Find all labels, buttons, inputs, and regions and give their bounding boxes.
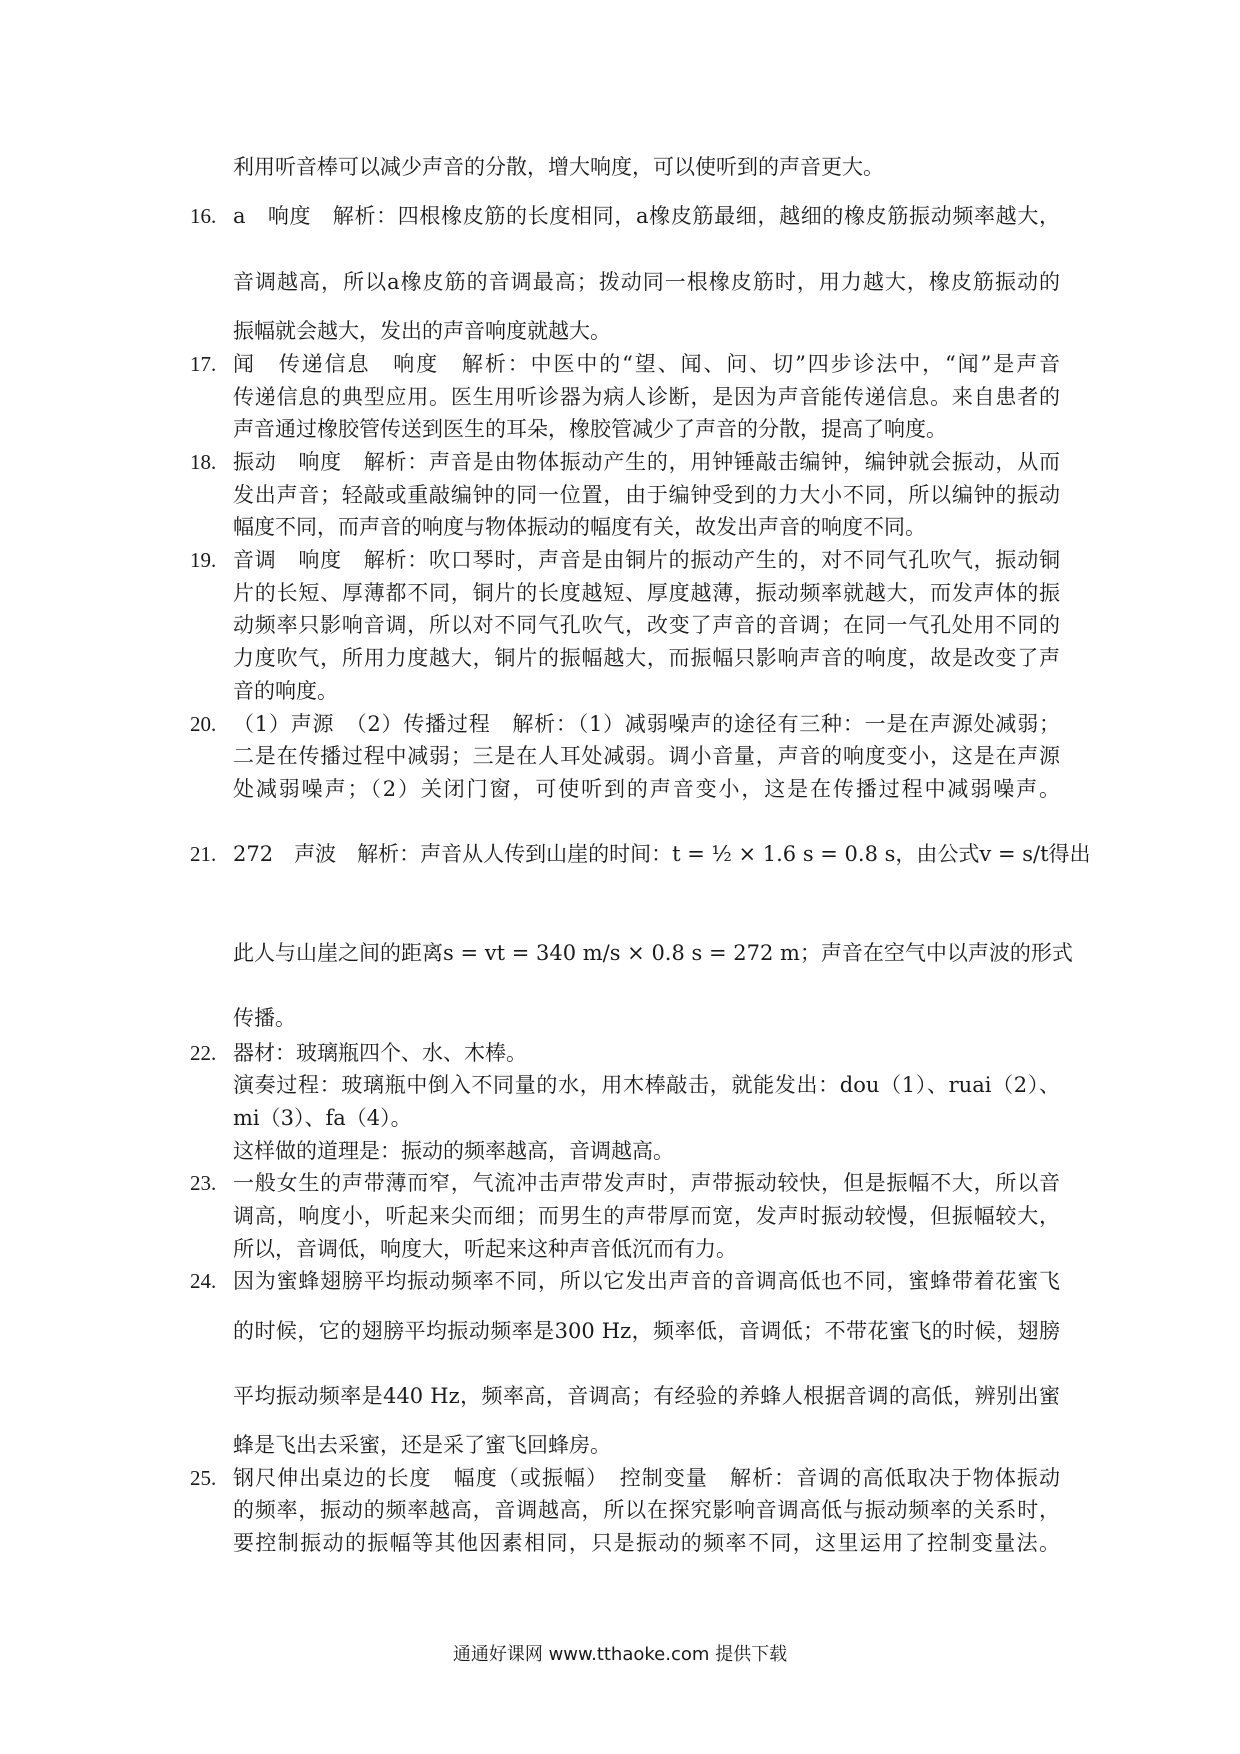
answer-line: 动频率只影响音调，所以对不同气孔吹气，改变了声音的音调；在同一气孔处用不同的 <box>233 613 1060 637</box>
answer-line: 蜂是飞出去采蜜，还是采了蜜飞回蜂房。 <box>233 1433 611 1457</box>
item-number: 20. <box>190 712 217 736</box>
answer-line: 演奏过程：玻璃瓶中倒入不同量的水，用木棒敲击，就能发出：dou（1）、ruai（2）、 <box>233 1073 1060 1097</box>
answer-line: 272 声波 解析：声音从人传到山崖的时间：t = ½ × 1.6 s = 0.8 s，由公式v = s/t得出 <box>233 842 1091 866</box>
answer-line: 的时候，它的翅膀平均振动频率是300 Hz，频率低，音调低；不带花蜜飞的时候，翅膀 <box>233 1319 1060 1343</box>
answer-line: 因为蜜蜂翅膀平均振动频率不同，所以它发出声音的音调高低也不同，蜜蜂带着花蜜飞 <box>233 1269 1060 1293</box>
answer-line: 幅度不同，而声音的响度与物体振动的幅度有关，故发出声音的响度不同。 <box>233 515 926 539</box>
answer-line: 音的响度。 <box>233 679 338 703</box>
answer-line: 振幅就会越大，发出的声音响度就越大。 <box>233 319 611 343</box>
answer-line: 传递信息的典型应用。医生用听诊器为病人诊断，是因为声音能传递信息。来自患者的 <box>233 385 1060 409</box>
answer-line: 的频率，振动的频率越高，音调越高，所以在探究影响音调高低与振动频率的关系时， <box>233 1498 1060 1522</box>
answer-line: 平均振动频率是440 Hz，频率高，音调高；有经验的养蜂人根据音调的高低，辨别出蜜 <box>233 1384 1060 1408</box>
answer-line: 调高，响度小，听起来尖而细；而男生的声带厚而宽，发声时振动较慢，但振幅较大， <box>233 1204 1060 1228</box>
answer-line: 处减弱噪声；（2）关闭门窗，可使听到的声音变小，这是在传播过程中减弱噪声。 <box>233 777 1060 801</box>
answer-line: 器材：玻璃瓶四个、水、木棒。 <box>233 1041 527 1065</box>
answer-line: a 响度 解析：四根橡皮筋的长度相同，a橡皮筋最细，越细的橡皮筋振动频率越大， <box>233 204 1060 228</box>
answer-line: （1）声源 （2）传播过程 解析：（1）减弱噪声的途径有三种：一是在声源处减弱； <box>233 712 1060 736</box>
answer-line: 此人与山崖之间的距离s = vt = 340 m/s × 0.8 s = 272 m；声音在空气中以声波的形式 <box>233 941 1073 965</box>
answer-line: 钢尺伸出桌边的长度 幅度（或振幅） 控制变量 解析：音调的高低取决于物体振动 <box>233 1466 1060 1490</box>
answer-line: 二是在传播过程中减弱；三是在人耳处减弱。调小音量，声音的响度变小，这是在声源 <box>233 744 1060 768</box>
item-number: 22. <box>190 1041 217 1065</box>
item-number: 18. <box>190 450 217 474</box>
answer-line: 音调 响度 解析：吹口琴时，声音是由铜片的振动产生的，对不同气孔吹气，振动铜 <box>233 548 1060 572</box>
answer-line: 力度吹气，所用力度越大，铜片的振幅越大，而振幅只影响声音的响度，故是改变了声 <box>233 646 1060 670</box>
answer-line: 传播。 <box>233 1006 296 1030</box>
answer-line: 发出声音；轻敲或重敲编钟的同一位置，由于编钟受到的力大小不同，所以编钟的振动 <box>233 483 1060 507</box>
answer-line: 闻 传递信息 响度 解析：中医中的“望、闻、问、切”四步诊法中，“闻”是声音 <box>233 352 1060 376</box>
item-number: 19. <box>190 548 217 572</box>
answer-line: 这样做的道理是：振动的频率越高，音调越高。 <box>233 1139 674 1163</box>
answer-line: 要控制振动的振幅等其他因素相同，只是振动的频率不同，这里运用了控制变量法。 <box>233 1531 1060 1555</box>
answer-line: mi（3）、fa（4）。 <box>233 1106 412 1130</box>
item-number: 17. <box>190 352 217 376</box>
item-number: 16. <box>190 204 217 228</box>
answer-line: 所以，音调低，响度大，听起来这种声音低沉而有力。 <box>233 1237 737 1261</box>
answer-line: 振动 响度 解析：声音是由物体振动产生的，用钟锤敲击编钟，编钟就会振动，从而 <box>233 450 1060 474</box>
answer-line: 音调越高，所以a橡皮筋的音调最高；拨动同一根橡皮筋时，用力越大，橡皮筋振动的 <box>233 270 1060 294</box>
item-number: 23. <box>190 1171 217 1195</box>
answer-line: 声音通过橡胶管传送到医生的耳朵，橡胶管减少了声音的分散，提高了响度。 <box>233 417 947 441</box>
item-number: 24. <box>190 1269 217 1293</box>
answer-line: 利用听音棒可以减少声音的分散，增大响度，可以使听到的声音更大。 <box>233 155 884 179</box>
answer-line: 片的长短、厚薄都不同，铜片的长度越短、厚度越薄，振动频率就越大，而发声体的振 <box>233 581 1060 605</box>
item-number: 21. <box>190 842 217 866</box>
answer-line: 一般女生的声带薄而窄，气流冲击声带发声时，声带振动较快，但是振幅不大，所以音 <box>233 1171 1060 1195</box>
item-number: 25. <box>190 1466 217 1490</box>
footer-watermark: 通通好课网 www.tthaoke.com 提供下载 <box>452 1644 788 1665</box>
